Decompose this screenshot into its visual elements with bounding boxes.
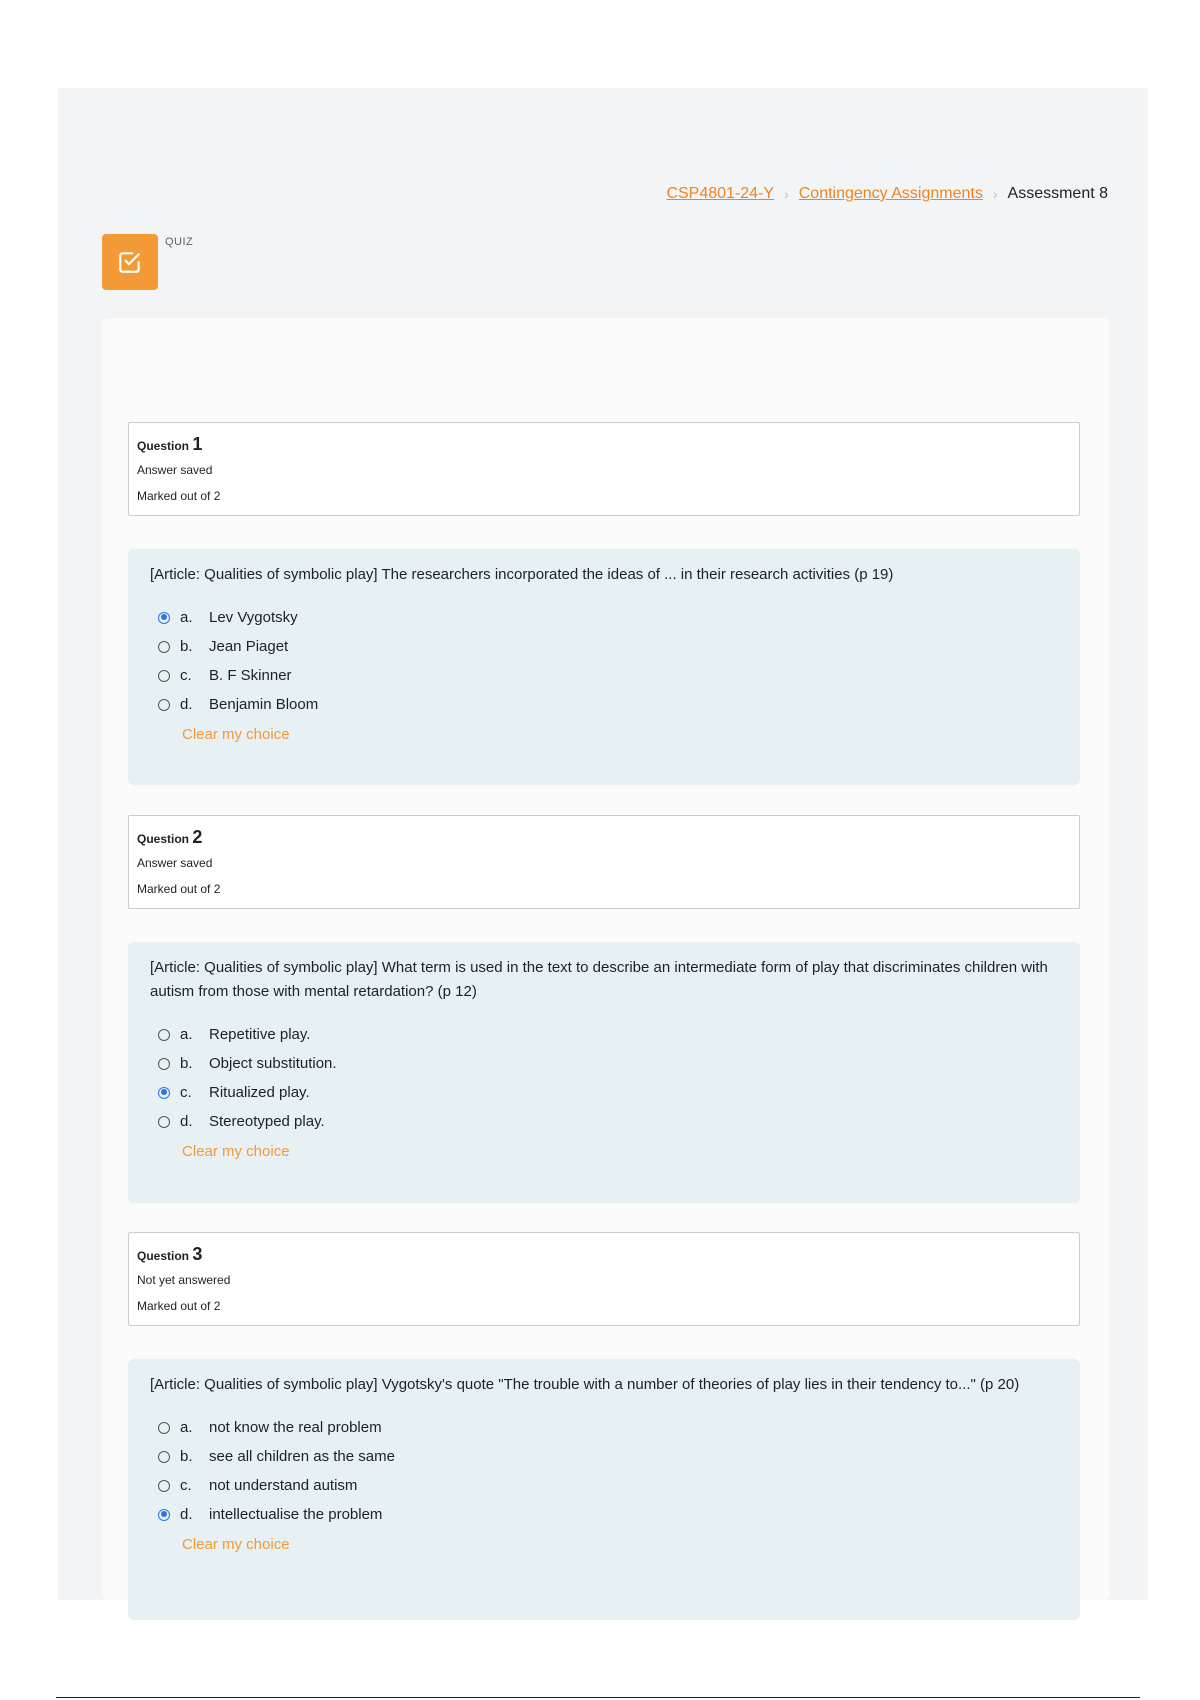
radio-button[interactable] bbox=[158, 641, 170, 653]
chevron-right-icon: › bbox=[992, 186, 998, 202]
option-text: Repetitive play. bbox=[209, 1025, 311, 1043]
radio-button[interactable] bbox=[158, 670, 170, 682]
option-letter: a. bbox=[180, 1025, 193, 1043]
radio-button[interactable] bbox=[158, 1029, 170, 1041]
answer-option-b[interactable] bbox=[150, 1442, 1058, 1471]
option-letter: b. bbox=[180, 1447, 193, 1465]
radio-button[interactable] bbox=[158, 1116, 170, 1128]
answer-option-d[interactable] bbox=[150, 1500, 1058, 1529]
answer-option-a[interactable] bbox=[150, 1413, 1058, 1442]
option-text: see all children as the same bbox=[209, 1447, 395, 1465]
question-info-2 bbox=[128, 815, 1080, 909]
answer-option-a[interactable] bbox=[150, 603, 1058, 632]
radio-button[interactable] bbox=[158, 1058, 170, 1070]
question-prompt: [Article: Qualities of symbolic play] What term is used in the text to describe an intermediate form of play that discriminates children with autism from those with mental retardation? (p 12) bbox=[150, 959, 1048, 1000]
question-number bbox=[137, 433, 1071, 457]
option-text: intellectualise the problem bbox=[209, 1505, 383, 1523]
question-prompt: [Article: Qualities of symbolic play] Vygotsky's quote "The trouble with a number of theories of play lies in their tendency to..." (p 20) bbox=[150, 1376, 1020, 1393]
option-text: not understand autism bbox=[209, 1476, 358, 1494]
question-info-3 bbox=[128, 1232, 1080, 1326]
option-letter: b. bbox=[180, 637, 193, 655]
quiz-checkbox-icon bbox=[102, 234, 158, 290]
option-text: Jean Piaget bbox=[209, 637, 289, 655]
clear-choice-link[interactable]: Clear my choice bbox=[182, 1536, 290, 1553]
question-number-value: 1 bbox=[192, 434, 203, 454]
option-letter: d. bbox=[180, 695, 193, 713]
clear-choice-link[interactable]: Clear my choice bbox=[182, 726, 290, 743]
option-text: Benjamin Bloom bbox=[209, 695, 319, 713]
question-info-1 bbox=[128, 422, 1080, 516]
option-text: not know the real problem bbox=[209, 1418, 382, 1436]
option-text: Ritualized play. bbox=[209, 1083, 310, 1101]
question-text-1 bbox=[128, 549, 1080, 785]
question-number bbox=[137, 826, 1071, 850]
radio-button[interactable] bbox=[158, 1480, 170, 1492]
question-status: Not yet answered bbox=[137, 1273, 231, 1287]
answer-option-c[interactable] bbox=[150, 1471, 1058, 1500]
option-letter: d. bbox=[180, 1505, 193, 1523]
option-text: Lev Vygotsky bbox=[209, 608, 298, 626]
breadcrumb-section-link[interactable]: Contingency Assignments bbox=[798, 185, 983, 202]
option-letter: b. bbox=[180, 1054, 193, 1072]
option-text: Object substitution. bbox=[209, 1054, 337, 1072]
question-status: Answer saved bbox=[137, 856, 213, 870]
radio-button[interactable] bbox=[158, 1509, 170, 1521]
radio-button[interactable] bbox=[158, 699, 170, 711]
answer-option-d[interactable] bbox=[150, 1107, 1058, 1136]
option-letter: d. bbox=[180, 1112, 193, 1130]
option-text: Stereotyped play. bbox=[209, 1112, 325, 1130]
option-text: B. F Skinner bbox=[209, 666, 292, 684]
breadcrumb bbox=[666, 185, 1108, 203]
radio-button[interactable] bbox=[158, 1087, 170, 1099]
chevron-right-icon: › bbox=[784, 186, 789, 202]
question-prompt: [Article: Qualities of symbolic play] The researchers incorporated the ideas of ... in their research activities (p 19) bbox=[150, 566, 894, 583]
activity-type-label: QUIZ bbox=[165, 236, 194, 248]
question-text-2 bbox=[128, 942, 1080, 1203]
option-letter: c. bbox=[180, 1083, 192, 1101]
question-text-3 bbox=[128, 1359, 1080, 1620]
page-divider bbox=[56, 1697, 1140, 1698]
breadcrumb-current: Assessment 8 bbox=[1007, 185, 1108, 202]
question-label: Question bbox=[137, 1249, 190, 1263]
radio-button[interactable] bbox=[158, 1422, 170, 1434]
radio-button[interactable] bbox=[158, 1451, 170, 1463]
radio-button[interactable] bbox=[158, 612, 170, 624]
option-letter: c. bbox=[180, 1476, 192, 1494]
page-background bbox=[58, 88, 1148, 1600]
answer-option-b[interactable] bbox=[150, 632, 1058, 661]
question-number-value: 3 bbox=[192, 1244, 203, 1264]
clear-choice-link[interactable]: Clear my choice bbox=[182, 1143, 290, 1160]
question-label: Question bbox=[137, 439, 190, 453]
answer-option-c[interactable] bbox=[150, 1078, 1058, 1107]
question-marks: Marked out of 2 bbox=[137, 1299, 221, 1313]
question-label: Question bbox=[137, 832, 190, 846]
question-status: Answer saved bbox=[137, 463, 213, 477]
answer-option-d[interactable] bbox=[150, 690, 1058, 719]
breadcrumb-course-link[interactable]: CSP4801-24-Y bbox=[666, 185, 775, 202]
option-letter: a. bbox=[180, 1418, 193, 1436]
question-marks: Marked out of 2 bbox=[137, 882, 221, 896]
answer-option-c[interactable] bbox=[150, 661, 1058, 690]
question-number-value: 2 bbox=[192, 827, 203, 847]
quiz-content bbox=[102, 318, 1110, 1600]
option-letter: a. bbox=[180, 608, 193, 626]
answer-option-a[interactable] bbox=[150, 1020, 1058, 1049]
question-marks: Marked out of 2 bbox=[137, 489, 221, 503]
option-letter: c. bbox=[180, 666, 192, 684]
question-number bbox=[137, 1243, 1071, 1267]
answer-option-b[interactable] bbox=[150, 1049, 1058, 1078]
